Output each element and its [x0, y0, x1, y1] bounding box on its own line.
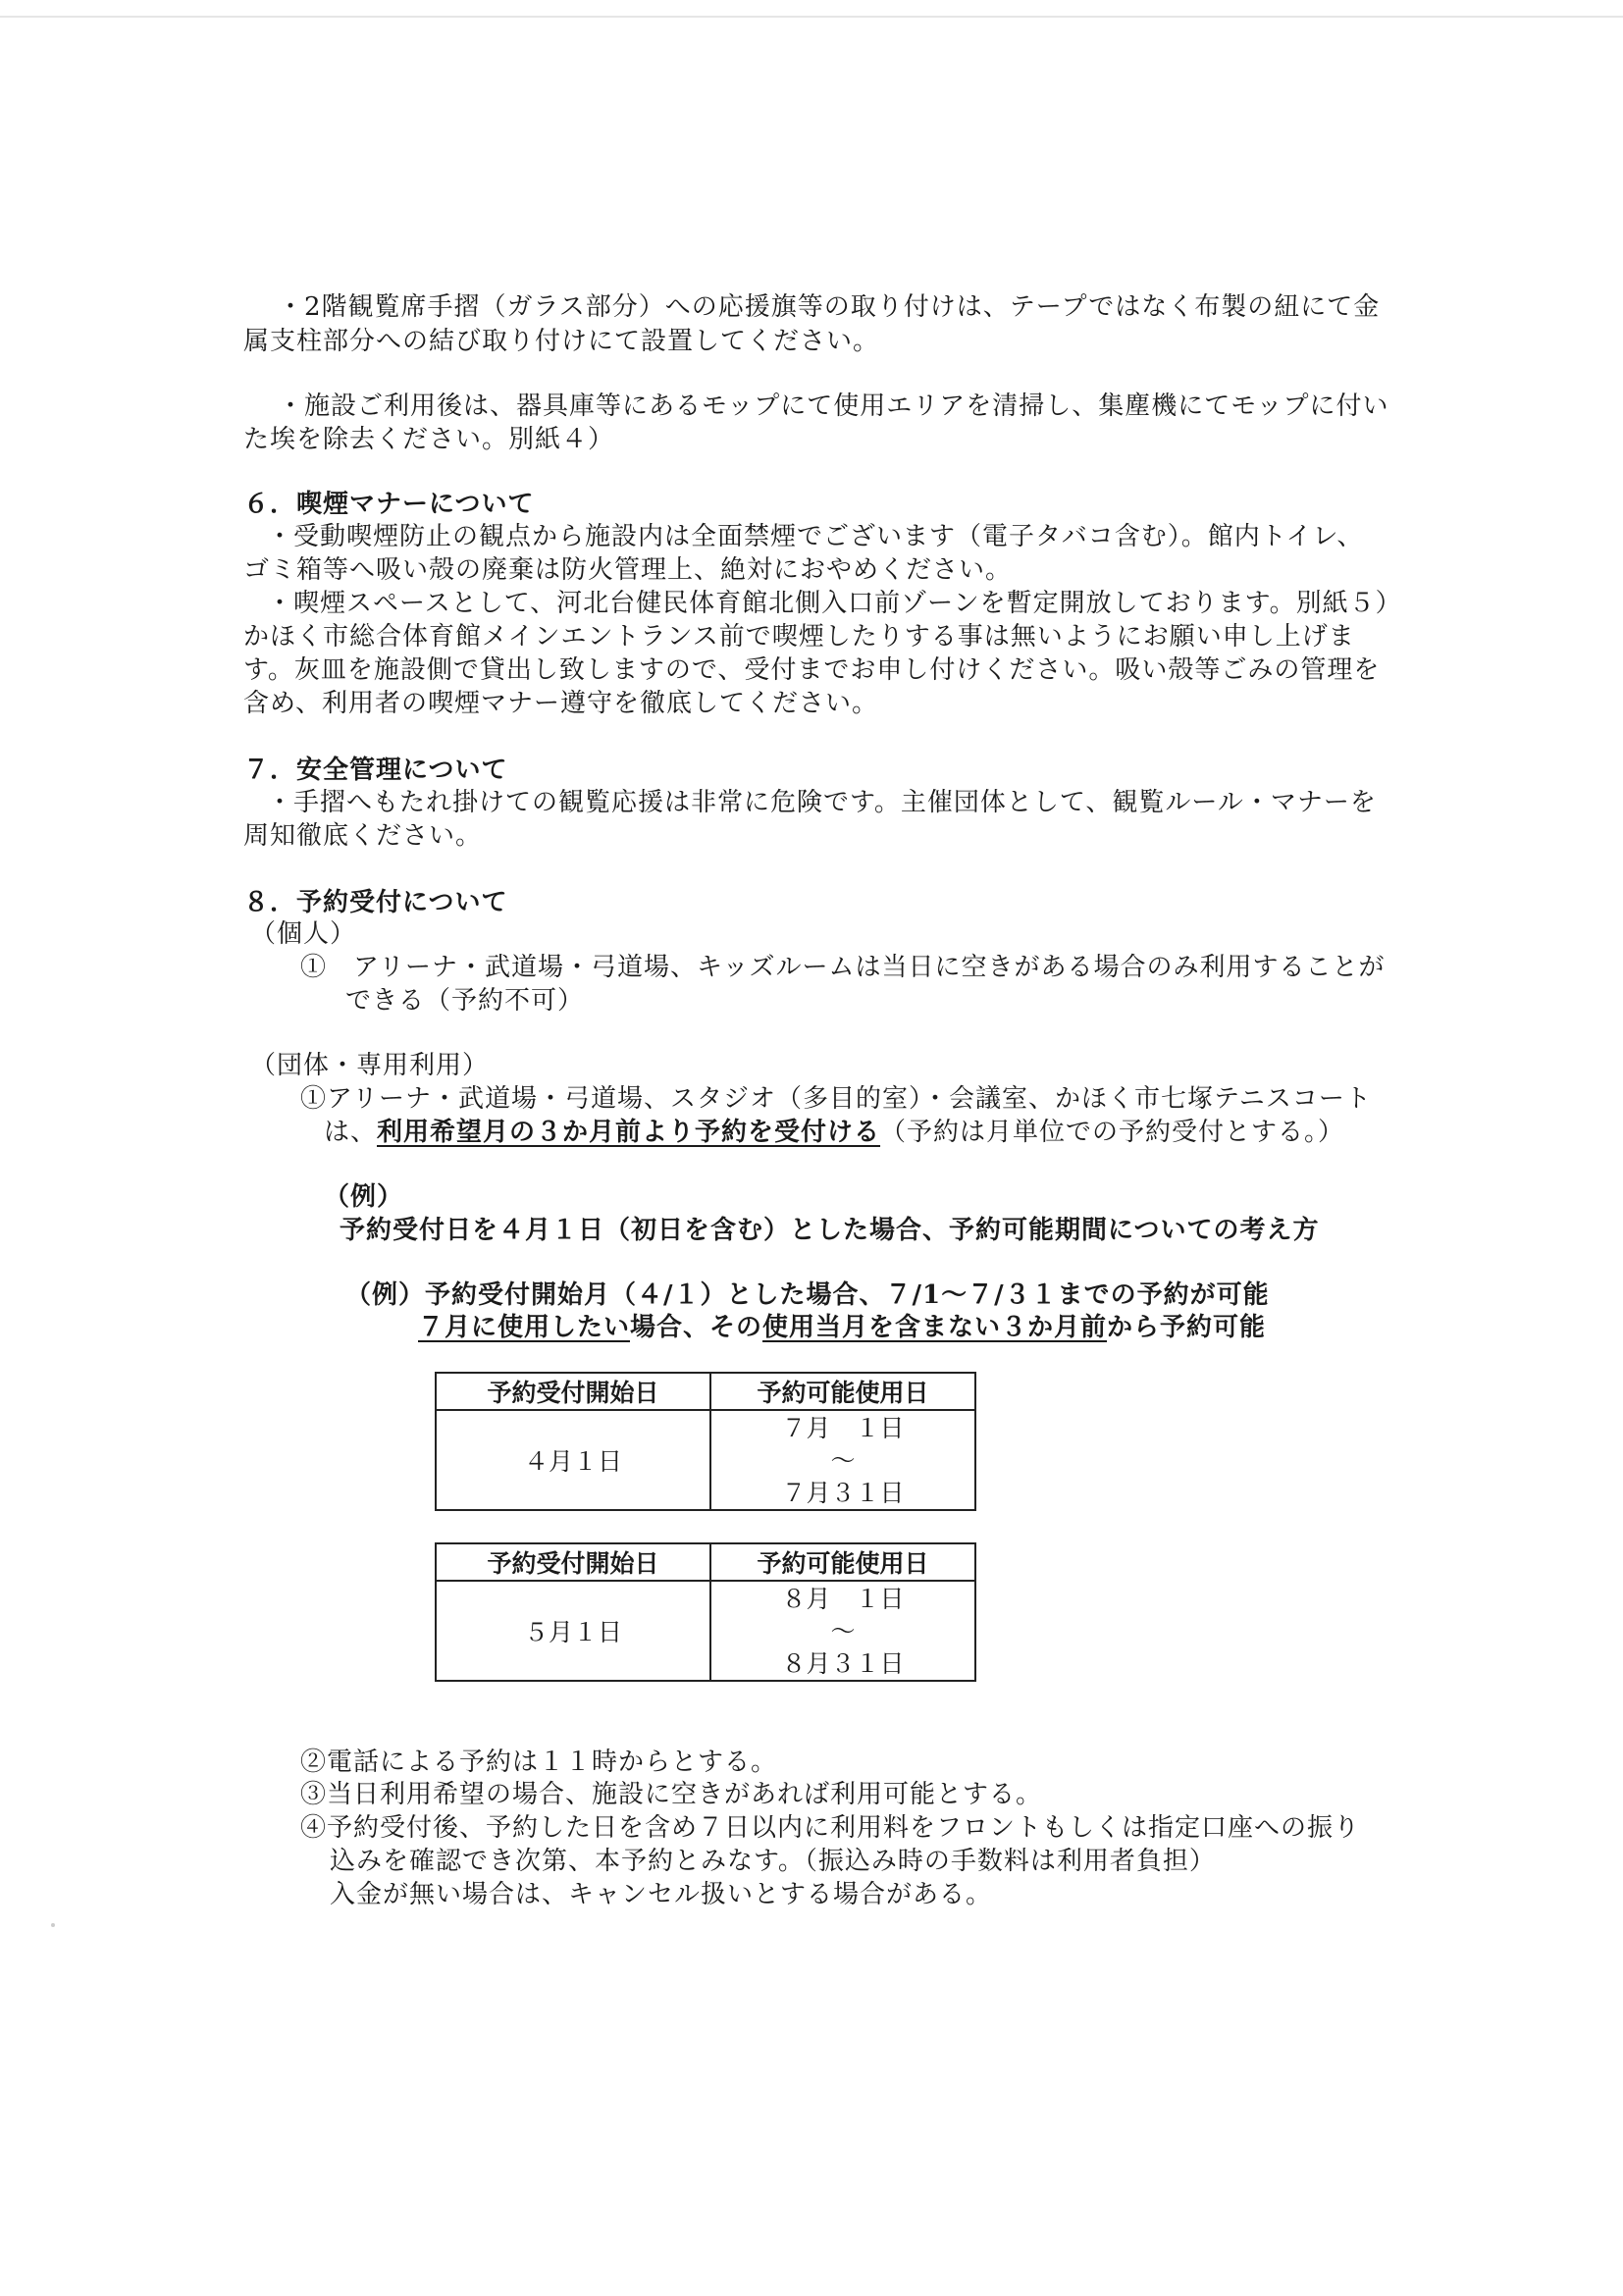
individual-item-line-1: ① アリーナ・武道場・弓道場、キッズルームは当日に空きがある場合のみ利用することが	[300, 953, 1386, 982]
section-6-heading: ６．喫煙マナーについて	[243, 490, 535, 519]
example-2-suffix: から予約可能	[1107, 1313, 1267, 1342]
note-payment-line-1: ④予約受付後、予約した日を含め７日以内に利用料をフロントもしくは指定口座への振り	[300, 1813, 1361, 1843]
mop-rule-line-2: た埃を除去ください。別紙４）	[243, 425, 615, 454]
flag-rule-line-2: 属支柱部分への結び取り付けにて設置してください。	[243, 327, 880, 356]
example-description: 予約受付日を４月１日（初日を含む）とした場合、予約可能期間についての考え方	[340, 1216, 1320, 1245]
note-phone-reservation: ②電話による予約は１１時からとする。	[300, 1748, 778, 1777]
smoking-line-6: 含め、利用者の喫煙マナー遵守を徹底してください。	[243, 689, 878, 718]
group-item-prefix: は、	[324, 1118, 378, 1147]
usable-from: ８月 １日	[781, 1584, 905, 1613]
reservation-window-emphasis: 利用希望月の３か月前より予約を受付ける	[377, 1118, 881, 1147]
usable-to: ８月３１日	[781, 1648, 905, 1678]
individual-item-line-2: できる（予約不可）	[345, 986, 585, 1016]
reservation-table-may	[435, 1542, 976, 1682]
example-2-connector: 場合、その	[630, 1313, 763, 1342]
section-8-heading: ８．予約受付について	[243, 888, 508, 917]
example-2-three-months-rule: 使用当月を含まない３か月前	[762, 1313, 1108, 1342]
individual-label: （個人）	[250, 919, 357, 949]
table-cell-start-date: ４月１日	[436, 1410, 710, 1510]
range-tilde: ～	[830, 1445, 856, 1475]
usable-to: ７月３１日	[781, 1478, 905, 1507]
scan-top-rule	[0, 16, 1623, 18]
safety-line-2: 周知徹底ください。	[243, 821, 483, 851]
section-7-heading: ７．安全管理について	[243, 756, 508, 785]
mop-rule-line-1: ・施設ご利用後は、器具庫等にあるモップにて使用エリアを清掃し、集塵機にてモップに付い	[278, 391, 1389, 421]
reservation-table-april	[435, 1372, 976, 1511]
group-item-note: （予約は月単位での予約受付とする。）	[880, 1118, 1345, 1147]
example-2-line-2	[418, 1311, 1266, 1344]
safety-line-1: ・手摺へもたれ掛けての観覧応援は非常に危険です。主催団体として、観覧ルール・マナーを	[267, 788, 1377, 817]
group-label: （団体・専用利用）	[250, 1051, 490, 1080]
smoking-line-4: かほく市総合体育館メインエントランス前で喫煙したりする事は無いようにお願い申し上げま	[243, 622, 1355, 652]
table-cell-usable-range	[710, 1581, 975, 1681]
scan-speck	[51, 1923, 55, 1927]
table-header-usable-date: 予約可能使用日	[710, 1543, 975, 1581]
note-same-day-use: ③当日利用希望の場合、施設に空きがあれば利用可能とする。	[300, 1780, 1043, 1809]
table-header-start-date: 予約受付開始日	[436, 1373, 710, 1410]
group-item-line-2	[324, 1116, 1344, 1149]
usable-from: ７月 １日	[781, 1413, 905, 1442]
range-tilde: ～	[830, 1616, 856, 1645]
table-header-start-date: 予約受付開始日	[436, 1543, 710, 1581]
table-cell-start-date: ５月１日	[436, 1581, 710, 1681]
smoking-line-2: ゴミ箱等へ吸い殻の廃棄は防火管理上、絶対におやめください。	[243, 555, 1013, 585]
note-payment-line-2: 込みを確認でき次第、本予約とみなす。（振込み時の手数料は利用者負担）	[330, 1847, 1216, 1876]
flag-rule-line-1: ・2階観覧席手摺（ガラス部分）への応援旗等の取り付けは、テープではなく布製の紐にて金	[278, 292, 1381, 322]
smoking-line-3: ・喫煙スペースとして、河北台健民体育館北側入口前ゾーンを暫定開放しております。別紙５）	[267, 589, 1402, 618]
example-2-use-month: ７月に使用したい	[418, 1313, 631, 1342]
smoking-line-1: ・受動喫煙防止の観点から施設内は全面禁煙でございます（電子タバコ含む）。館内トイレ、	[267, 522, 1364, 551]
note-payment-line-3: 入金が無い場合は、キャンセル扱いとする場合がある。	[330, 1880, 993, 1909]
example-label: （例）	[324, 1182, 404, 1212]
table-header-usable-date: 予約可能使用日	[710, 1373, 975, 1410]
group-item-line-1: ①アリーナ・武道場・弓道場、スタジオ（多目的室）・会議室、かほく市七塚テニスコート	[300, 1084, 1372, 1114]
smoking-line-5: す。灰皿を施設側で貸出し致しますので、受付までお申し付けください。吸い殻等ごみの管理を	[243, 655, 1381, 685]
table-cell-usable-range	[710, 1410, 975, 1510]
example-2-line-1: （例）予約受付開始月（４/１）とした場合、７/1～７/３１までの予約が可能	[345, 1280, 1270, 1310]
